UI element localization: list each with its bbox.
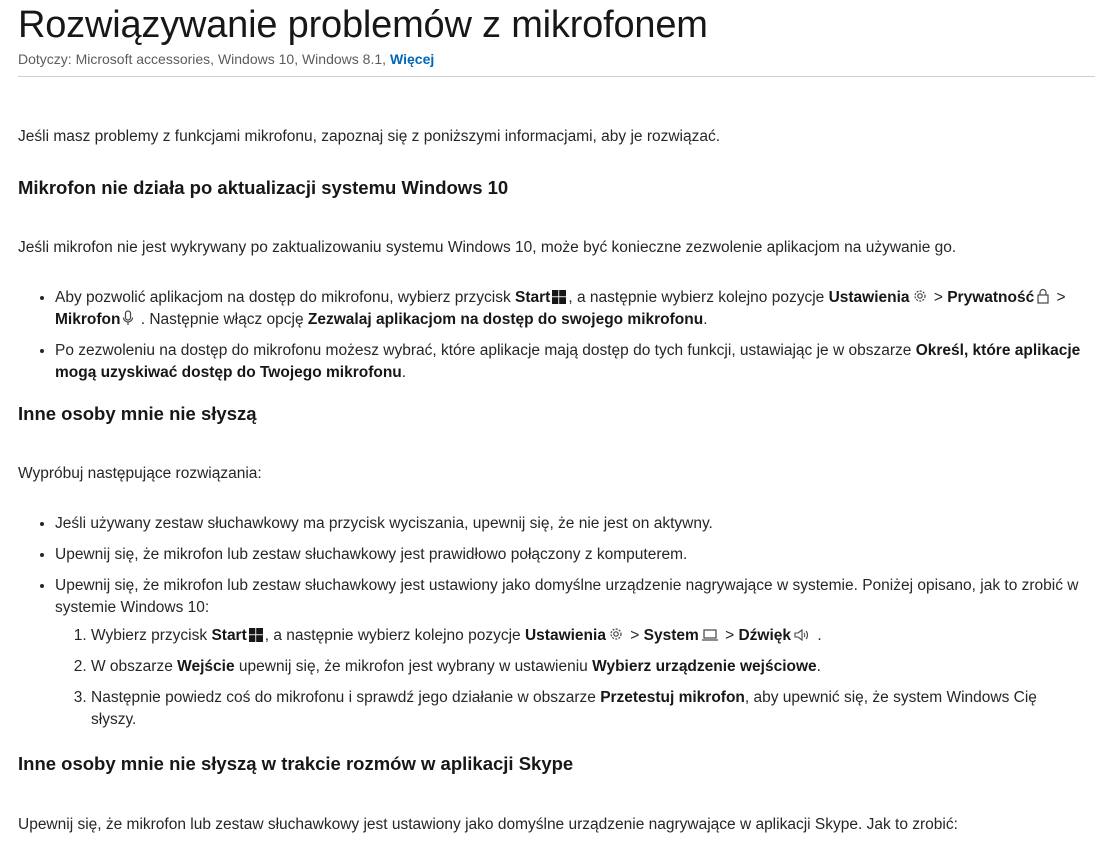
settings-label: Ustawienia [828, 289, 910, 306]
article [0, 0, 1104, 77]
step-item: 3. Następnie powiedz coś do mikrofonu i sprawdź jego działanie w obszarze Przetestuj mikrofon, aby upewnić się, że system Windows Cię słyszy. [91, 687, 1086, 731]
lock-icon [1036, 288, 1050, 304]
choose-input-label: Wybierz urządzenie wejściowe [592, 658, 817, 675]
privacy-label: Prywatność [947, 289, 1035, 306]
windows-logo-icon [249, 628, 263, 642]
update-steps-list [18, 287, 1086, 393]
section-skype-text: Upewnij się, że mikrofon lub zestaw słuchawkowy jest ustawiony jako domyślne urządzenie nagrywające w aplikacji Skype. Jak to zrobić: [18, 816, 958, 833]
gear-icon [608, 626, 624, 642]
list-item: • Upewnij się, że mikrofon lub zestaw słuchawkowy jest ustawiony jako domyślne urządzenie nagrywające w systemie. Poniżej opisano, jak to zrobić w systemie Windows 10: 1. Wybierz przycisk Start , a następnie wybierz kolejno pozycje Ustawienia > System > Dźwięk . 2. W obszarze Wejście upewnij się, że mikrofon jest wybrany w ustawieniu Wybierz urządzenie wejściowe. 3. Następnie powiedz coś do mikrofonu i sprawdź jego działanie w obszarze Przetestuj mikrofon, aby upewnić się, że system Windows Cię słyszy. [55, 575, 1086, 731]
cant-hear-list [18, 513, 1086, 740]
section-heading-update: Mikrofon nie działa po aktualizacji systemu Windows 10 [18, 177, 509, 198]
intro-text: Jeśli masz problemy z funkcjami mikrofonu, zapoznaj się z poniższymi informacjami, aby je rozwiązać. [18, 128, 721, 145]
section-heading-cant-hear: Inne osoby mnie nie słyszą [18, 403, 257, 424]
laptop-icon [701, 628, 719, 642]
choose-apps-label: Określ, które aplikacje mogą uzyskiwać dostęp do Twojego mikrofonu [55, 342, 1081, 381]
microphone-icon [122, 310, 134, 326]
sound-label: Dźwięk [738, 627, 792, 644]
step-item: 1. Wybierz przycisk Start , a następnie wybierz kolejno pozycje Ustawienia > System > Dźwięk . [91, 625, 1086, 647]
applies-to [18, 51, 1086, 71]
system-label: System [643, 627, 699, 644]
step-item: 2. W obszarze Wejście upewnij się, że mikrofon jest wybrany w ustawieniu Wybierz urządzenie wejściowe. [91, 656, 1086, 678]
speaker-icon [793, 628, 811, 642]
applies-to-text: Dotyczy: Microsoft accessories, Windows 10, Windows 8.1, [18, 51, 387, 67]
divider [18, 76, 1095, 77]
start-label: Start [211, 627, 247, 644]
more-link[interactable]: Więcej [390, 51, 435, 67]
microphone-label: Mikrofon [55, 311, 121, 328]
list-item: • Upewnij się, że mikrofon lub zestaw słuchawkowy jest prawidłowo połączony z komputerem. [55, 544, 1086, 566]
list-item: • Aby pozwolić aplikacjom na dostęp do mikrofonu, wybierz przycisk Start , a następnie wybierz kolejno pozycje Ustawienia > Prywatność > Mikrofon . Następnie włącz opcję Zezwalaj aplikacjom na dostęp do swojego mikrofonu. [55, 287, 1086, 331]
page-title: Rozwiązywanie problemów z mikrofonem [18, 4, 708, 46]
start-label: Start [515, 289, 551, 306]
test-mic-label: Przetestuj mikrofon [600, 689, 745, 706]
windows-logo-icon [552, 290, 566, 304]
gear-icon [912, 288, 928, 304]
allow-apps-label: Zezwalaj aplikacjom na dostęp do swojego mikrofonu [307, 311, 704, 328]
list-item: • Jeśli używany zestaw słuchawkowy ma przycisk wyciszania, upewnij się, że nie jest on aktywny. [55, 513, 1086, 535]
section-update-text: Jeśli mikrofon nie jest wykrywany po zaktualizowaniu systemu Windows 10, może być konieczne zezwolenie aplikacjom na używanie go. [18, 239, 957, 256]
default-device-steps [55, 625, 1086, 731]
section-heading-skype: Inne osoby mnie nie słyszą w trakcie rozmów w aplikacji Skype [18, 753, 574, 774]
section-cant-hear-text: Wypróbuj następujące rozwiązania: [18, 465, 262, 482]
input-label: Wejście [177, 658, 235, 675]
settings-label: Ustawienia [524, 627, 606, 644]
list-item: • Po zezwoleniu na dostęp do mikrofonu możesz wybrać, które aplikacje mają dostęp do tych funkcji, ustawiając je w obszarze Określ, które aplikacje mogą uzyskiwać dostęp do Twojego mikrofonu. [55, 340, 1086, 384]
